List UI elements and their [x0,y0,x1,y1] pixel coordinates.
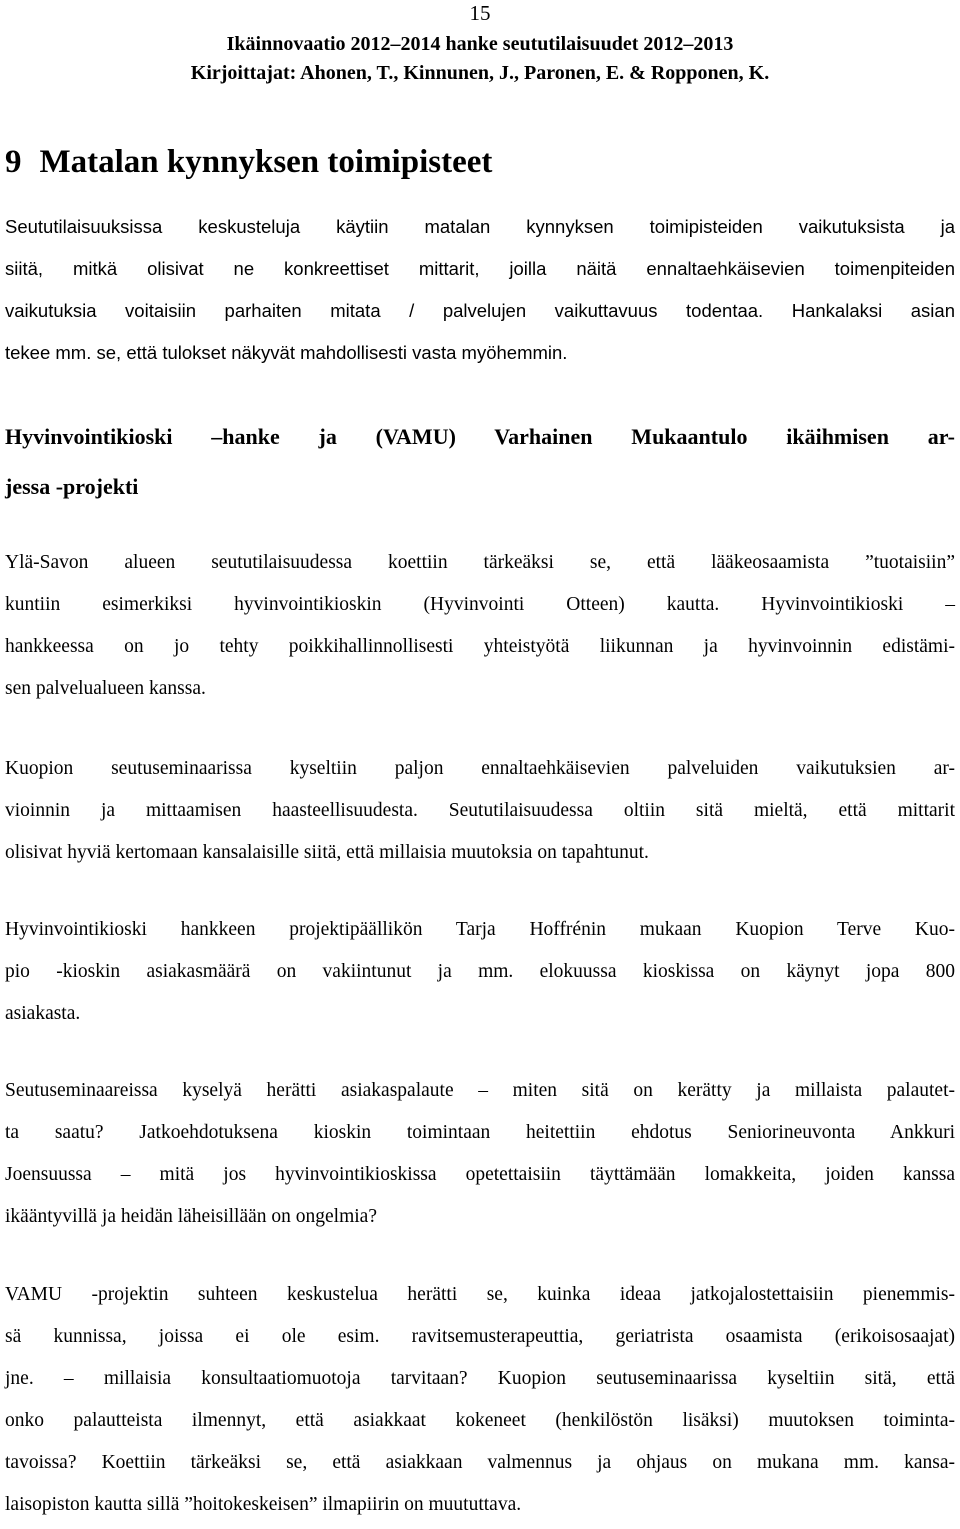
paragraph-line: laisopiston kautta sillä ”hoitokeskeisen” ilmapiirin on muututtava. [5,1494,522,1515]
paragraph-line: tavoissa? Koettiin tärkeäksi se, että asiakkaan valmennus ja ohjaus on mukana mm. kansa- [5,1452,955,1473]
chapter-number: 9 [5,144,22,180]
body-paragraph [5,748,955,874]
paragraph-line: Kuopion seutuseminaarissa kyseltiin paljon ennaltaehkäisevien palveluiden vaikutuksien ar- [5,758,955,779]
subheading-line: jessa -projekti [5,474,139,499]
paragraph-line: sen palvelualueen kanssa. [5,678,206,699]
paragraph-line: tekee mm. se, että tulokset näkyvät mahdollisesti vasta myöhemmin. [5,342,568,363]
paragraph-line: Joensuussa – mitä jos hyvinvointikioskissa opetettaisiin täyttämään lomakkeita, joiden kanssa [5,1164,955,1185]
body-paragraph [5,1070,955,1238]
paragraph-line: sä kunnissa, joissa ei ole esim. ravitsemusterapeuttia, geriatrista osaamista (erikoisosaajat) [5,1326,955,1347]
paragraph-line: jne. – millaisia konsultaatiomuotoja tarvitaan? Kuopion seutuseminaarissa kyseltiin sitä, että [5,1368,955,1389]
paragraph-line: pio -kioskin asiakasmäärä on vakiintunut ja mm. elokuussa kioskissa on käynyt jopa 800 [5,961,955,982]
paragraph-line: Seutuseminaareissa kyselyä herätti asiakaspalaute – miten sitä on kerätty ja millaista palautet- [5,1080,955,1101]
paragraph-line: Ylä-Savon alueen seututilaisuudessa koettiin tärkeäksi se, että lääkeosaamista ”tuotaisiin” [5,552,955,573]
intro-paragraph [5,206,955,374]
running-head-project: Ikäinnovaatio 2012–2014 hanke seututilaisuudet 2012–2013 [226,33,734,55]
paragraph-line: asiakasta. [5,1003,81,1024]
paragraph-line: kuntiin esimerkiksi hyvinvointikioskin (Hyvinvointi Otteen) kautta. Hyvinvointikioski – [5,594,955,615]
paragraph-line: vioinnin ja mittaamisen haasteellisuudesta. Seututilaisuudessa oltiin sitä mieltä, että mittarit [5,800,955,821]
chapter-heading [5,140,492,184]
paragraph-line: Seututilaisuuksissa keskusteluja käytiin matalan kynnyksen toimipisteiden vaikutuksista ja [5,216,955,237]
paragraph-line: Hyvinvointikioski hankkeen projektipäällikön Tarja Hoffrénin mukaan Kuopion Terve Kuo- [5,919,955,940]
paragraph-line: siitä, mitkä olisivat ne konkreettiset mittarit, joilla näitä ennaltaehkäisevien toimenpiteiden [5,258,955,279]
paragraph-line: vaikutuksia voitaisiin parhaiten mitata / palvelujen vaikuttavuus todentaa. Hankalaksi asian [5,300,955,321]
paragraph-line: olisivat hyviä kertomaan kansalaisille siitä, että millaisia muutoksia on tapahtunut. [5,842,649,863]
paragraph-line: hankkeessa on jo tehty poikkihallinnollisesti yhteistyötä liikunnan ja hyvinvoinnin edistämi- [5,636,955,657]
body-paragraph [5,1274,955,1526]
running-head-authors: Kirjoittajat: Ahonen, T., Kinnunen, J., Paronen, E. & Ropponen, K. [190,62,770,84]
paragraph-line: ikääntyvillä ja heidän läheisillään on ongelmia? [5,1206,377,1227]
body-paragraph [5,909,955,1035]
subheading-line: Hyvinvointikioski –hanke ja (VAMU) Varhainen Mukaantulo ikäihmisen ar- [5,424,955,449]
paragraph-line: VAMU -projektin suhteen keskustelua herätti se, kuinka ideaa jatkojalostettaisiin pienemmis- [5,1284,955,1305]
page-number: 15 [469,1,491,25]
paragraph-line: ta saatu? Jatkoehdotuksena kioskin toimintaan heitettiin ehdotus Seniorineuvonta Ankkuri [5,1122,955,1143]
chapter-title: Matalan kynnyksen toimipisteet [39,144,493,180]
section-subheading [5,412,955,512]
paragraph-line: onko palautteista ilmennyt, että asiakkaat kokeneet (henkilöstön lisäksi) muutoksen toiminta- [5,1410,955,1431]
body-paragraph [5,542,955,710]
